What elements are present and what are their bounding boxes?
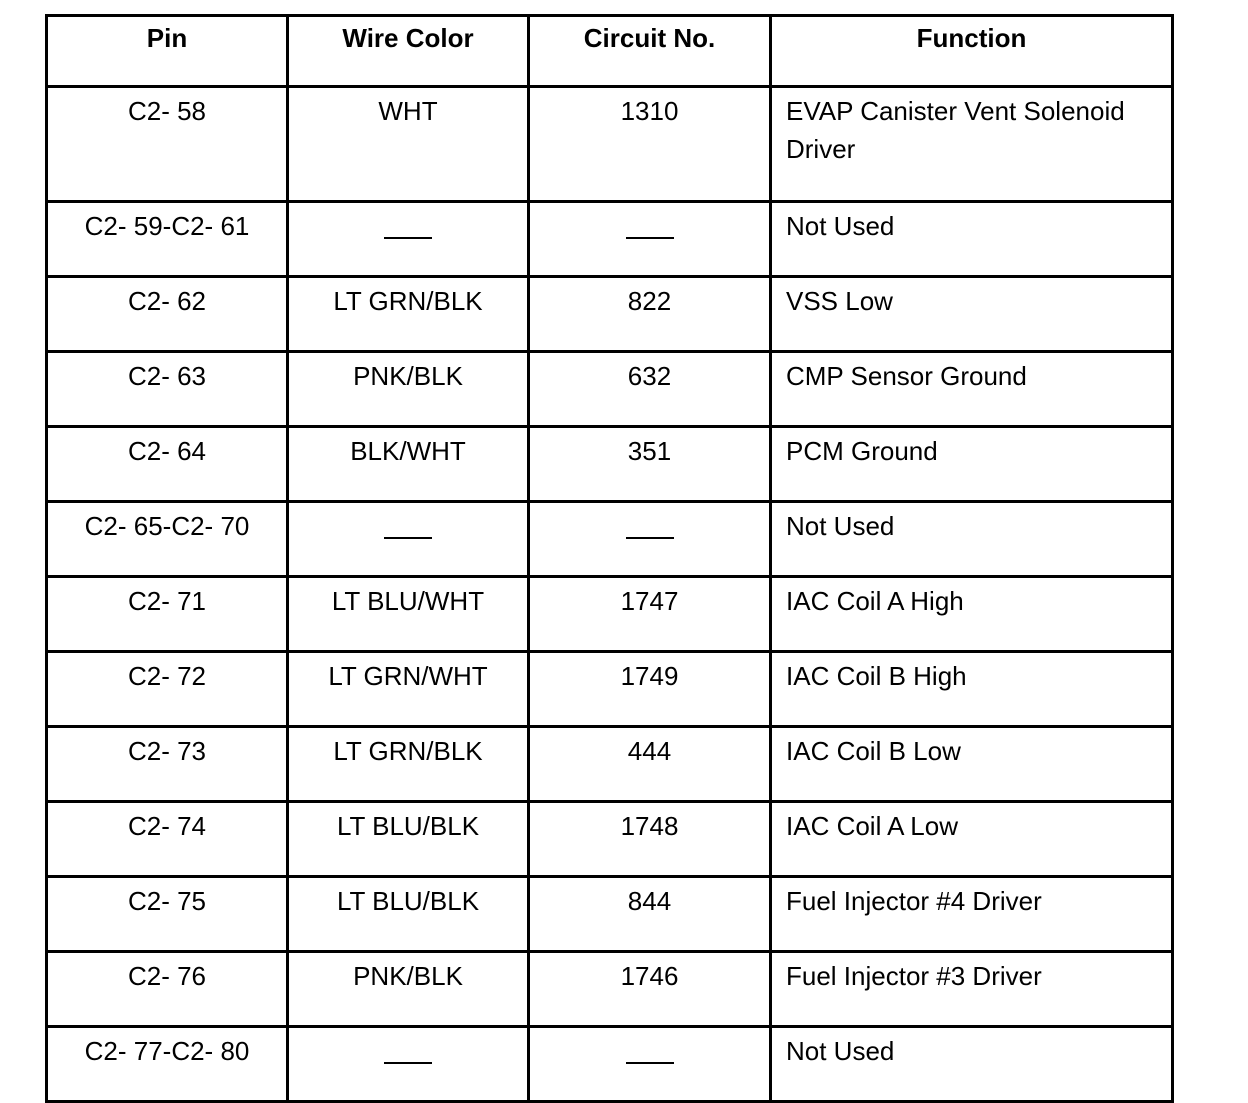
cell-circuit-no: [529, 202, 771, 277]
blank-dash: [384, 237, 432, 239]
table-row: [47, 352, 1173, 427]
table-row: [47, 277, 1173, 352]
table-row: [47, 1027, 1173, 1102]
cell-function: VSS Low: [771, 277, 1173, 352]
cell-pin: C2- 77-C2- 80: [47, 1027, 288, 1102]
cell-wire-color: BLK/WHT: [288, 427, 529, 502]
cell-function: CMP Sensor Ground: [771, 352, 1173, 427]
table-row: [47, 877, 1173, 952]
cell-function: IAC Coil B Low: [771, 727, 1173, 802]
cell-circuit-no: 1310: [529, 87, 771, 202]
table-header-row: [47, 16, 1173, 87]
table-row: [47, 202, 1173, 277]
cell-circuit-no: 1746: [529, 952, 771, 1027]
table-body: [47, 87, 1173, 1102]
cell-wire-color: LT BLU/BLK: [288, 802, 529, 877]
cell-wire-color: [288, 202, 529, 277]
cell-wire-color: LT BLU/BLK: [288, 877, 529, 952]
cell-pin: C2- 59-C2- 61: [47, 202, 288, 277]
cell-function: PCM Ground: [771, 427, 1173, 502]
blank-dash: [384, 537, 432, 539]
pin-table: [45, 14, 1174, 1103]
cell-circuit-no: 1749: [529, 652, 771, 727]
cell-circuit-no: [529, 1027, 771, 1102]
cell-function: Fuel Injector #3 Driver: [771, 952, 1173, 1027]
blank-dash: [626, 237, 674, 239]
table-row: [47, 802, 1173, 877]
header-wire-color: Wire Color: [288, 16, 529, 87]
header-circuit-no: Circuit No.: [529, 16, 771, 87]
cell-pin: C2- 64: [47, 427, 288, 502]
cell-function: Not Used: [771, 502, 1173, 577]
cell-wire-color: WHT: [288, 87, 529, 202]
blank-dash: [626, 537, 674, 539]
cell-wire-color: [288, 1027, 529, 1102]
cell-function: Fuel Injector #4 Driver: [771, 877, 1173, 952]
blank-dash: [384, 1062, 432, 1064]
table-row: [47, 652, 1173, 727]
table-row: [47, 952, 1173, 1027]
cell-pin: C2- 58: [47, 87, 288, 202]
cell-circuit-no: 632: [529, 352, 771, 427]
table-row: [47, 577, 1173, 652]
table-row: [47, 427, 1173, 502]
cell-circuit-no: 1748: [529, 802, 771, 877]
cell-circuit-no: 351: [529, 427, 771, 502]
cell-wire-color: LT GRN/BLK: [288, 727, 529, 802]
cell-function: IAC Coil B High: [771, 652, 1173, 727]
cell-pin: C2- 71: [47, 577, 288, 652]
cell-function: Not Used: [771, 202, 1173, 277]
table-row: [47, 727, 1173, 802]
cell-circuit-no: 844: [529, 877, 771, 952]
table-row: [47, 502, 1173, 577]
cell-wire-color: LT GRN/WHT: [288, 652, 529, 727]
cell-wire-color: LT BLU/WHT: [288, 577, 529, 652]
cell-circuit-no: 822: [529, 277, 771, 352]
table-row: [47, 87, 1173, 202]
cell-wire-color: [288, 502, 529, 577]
blank-dash: [626, 1062, 674, 1064]
cell-pin: C2- 74: [47, 802, 288, 877]
cell-pin: C2- 65-C2- 70: [47, 502, 288, 577]
cell-pin: C2- 76: [47, 952, 288, 1027]
header-pin: Pin: [47, 16, 288, 87]
cell-pin: C2- 62: [47, 277, 288, 352]
cell-wire-color: PNK/BLK: [288, 952, 529, 1027]
cell-function: Not Used: [771, 1027, 1173, 1102]
cell-function: IAC Coil A Low: [771, 802, 1173, 877]
cell-wire-color: PNK/BLK: [288, 352, 529, 427]
cell-circuit-no: 444: [529, 727, 771, 802]
cell-pin: C2- 72: [47, 652, 288, 727]
cell-pin: C2- 63: [47, 352, 288, 427]
cell-wire-color: LT GRN/BLK: [288, 277, 529, 352]
header-function: Function: [771, 16, 1173, 87]
cell-circuit-no: [529, 502, 771, 577]
cell-circuit-no: 1747: [529, 577, 771, 652]
cell-pin: C2- 75: [47, 877, 288, 952]
cell-pin: C2- 73: [47, 727, 288, 802]
cell-function: EVAP Canister Vent Solenoid Driver: [771, 87, 1173, 202]
cell-function: IAC Coil A High: [771, 577, 1173, 652]
